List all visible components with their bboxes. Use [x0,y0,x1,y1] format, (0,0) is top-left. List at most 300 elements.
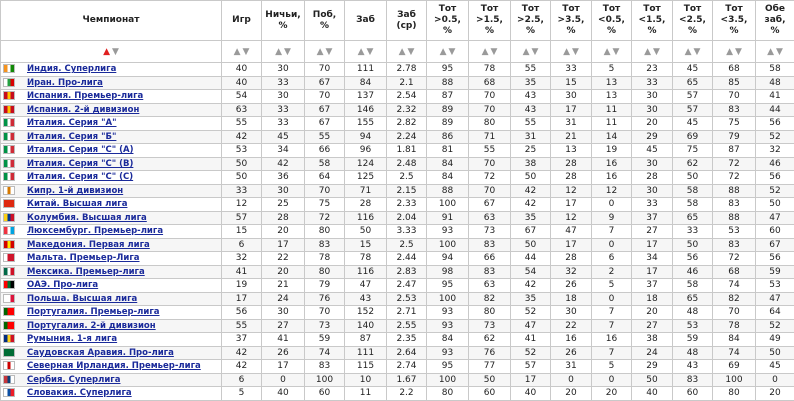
table-row [1,130,794,144]
stat-cell: 45 [756,360,794,374]
stat-cell: 63 [222,103,262,117]
sort-asc-icon[interactable]: ▲ [358,48,365,57]
stat-cell: 67 [756,238,794,252]
sort-asc-icon[interactable]: ▲ [523,48,530,57]
country-flag-icon [3,334,15,343]
stat-cell: 2.54 [387,90,427,104]
stat-cell: 49 [756,333,794,347]
sort-asc-icon[interactable]: ▲ [399,48,406,57]
stat-cell: 55 [222,319,262,333]
sort-desc-icon[interactable]: ▼ [112,48,119,57]
stat-cell: 2.24 [387,130,427,144]
league-link[interactable]: Иран. Про-лига [27,78,103,88]
sort-desc-icon[interactable]: ▼ [449,48,456,57]
league-link[interactable]: Индия. Суперлига [27,64,116,74]
stat-cell: 63 [469,279,511,293]
stat-cell: 45 [262,130,305,144]
league-link[interactable]: Китай. Высшая лига [27,199,127,209]
stat-cell: 47 [551,225,592,239]
stat-cell: 10 [345,373,387,387]
stat-cell: 66 [305,144,345,158]
stat-cell: 52 [756,130,794,144]
stat-cell: 13 [592,76,632,90]
stat-cell: 87 [427,90,469,104]
stat-cell: 20 [632,306,673,320]
stat-cell: 26 [551,279,592,293]
sort-cell [345,41,387,63]
stat-cell: 2 [592,265,632,279]
sort-asc-icon[interactable]: ▲ [726,48,733,57]
stat-cell: 28 [551,171,592,185]
stat-cell: 58 [673,198,713,212]
stat-cell: 93 [427,306,469,320]
stat-cell: 69 [673,130,713,144]
stat-cell: 62 [469,333,511,347]
stat-cell: 5 [222,387,262,401]
table-row [1,238,794,252]
country-flag-icon [3,253,15,262]
stat-cell: 94 [427,252,469,266]
stat-cell: 54 [511,265,551,279]
stat-cell: 98 [427,265,469,279]
stat-cell: 17 [551,103,592,117]
stat-cell: 88 [427,184,469,198]
stat-cell: 19 [222,279,262,293]
stat-cell: 88 [427,76,469,90]
stat-cell: 45 [673,117,713,131]
column-header[interactable]: Чемпионат [1,1,222,41]
league-link[interactable]: Италия. Серия "С" (В) [27,159,133,169]
table-row [1,319,794,333]
league-link[interactable]: Испания. Премьер-лига [27,91,143,101]
league-link[interactable]: Румыния. 1-я лига [27,334,117,344]
sort-asc-icon[interactable]: ▲ [685,48,692,57]
table-row [1,225,794,239]
stat-cell: 70 [469,157,511,171]
stat-cell: 152 [345,306,387,320]
stat-cell: 30 [632,157,673,171]
stat-cell: 22 [551,319,592,333]
column-header[interactable]: Обе заб, % [756,1,794,41]
column-header[interactable]: Заб (ср) [387,1,427,41]
stat-cell: 84 [713,333,756,347]
stat-cell: 2.1 [387,76,427,90]
stat-cell: 35 [511,292,551,306]
stat-cell: 68 [469,76,511,90]
stat-cell: 17 [632,238,673,252]
sort-desc-icon[interactable]: ▼ [613,48,620,57]
stat-cell: 89 [427,103,469,117]
stat-cell: 2.53 [387,292,427,306]
league-link[interactable]: Словакия. Суперлига [27,388,132,398]
stat-cell: 18 [632,292,673,306]
stat-cell: 91 [427,211,469,225]
stat-cell: 72 [713,157,756,171]
table-row [1,184,794,198]
column-header[interactable]: Тот >3.5, % [551,1,592,41]
stat-cell: 30 [632,184,673,198]
stat-cell: 78 [713,319,756,333]
column-header[interactable]: Тот >2.5, % [511,1,551,41]
sort-desc-icon[interactable]: ▼ [243,48,250,57]
stat-cell: 28 [632,171,673,185]
stat-cell: 50 [222,171,262,185]
table-row [1,373,794,387]
stat-cell: 57 [673,103,713,117]
country-flag-icon [3,132,15,141]
stat-cell: 77 [469,360,511,374]
table-row [1,117,794,131]
league-link[interactable]: Мексика. Премьер-лига [27,267,145,277]
stat-cell: 2.15 [387,184,427,198]
column-header[interactable]: Тот <1.5, % [632,1,673,41]
league-link[interactable]: Саудовская Аравия. Про-лига [27,348,174,358]
stat-cell: 100 [713,373,756,387]
stat-cell: 36 [262,171,305,185]
sort-desc-icon[interactable]: ▼ [491,48,498,57]
stat-cell: 3.33 [387,225,427,239]
stat-cell: 20 [632,117,673,131]
stat-cell: 67 [511,225,551,239]
stat-cell: 38 [632,333,673,347]
league-link[interactable]: Италия. Серия "С" (А) [27,145,133,155]
stat-cell: 13 [592,90,632,104]
stat-cell: 96 [345,144,387,158]
stat-cell: 1.81 [387,144,427,158]
stat-cell: 37 [222,333,262,347]
stat-cell: 76 [469,346,511,360]
stat-cell: 50 [345,225,387,239]
sort-asc-icon[interactable]: ▲ [563,48,570,57]
stat-cell: 75 [305,198,345,212]
stat-cell: 7 [592,319,632,333]
stat-cell: 41 [756,90,794,104]
table-body [1,63,794,401]
stat-cell: 11 [345,387,387,401]
stat-cell: 53 [756,279,794,293]
stat-cell: 80 [427,387,469,401]
sort-desc-icon[interactable]: ▼ [408,48,415,57]
league-link[interactable]: Польша. Высшая лига [27,294,137,304]
sort-row [1,41,794,63]
stat-cell: 76 [305,292,345,306]
stat-cell: 41 [511,333,551,347]
league-link[interactable]: Северная Ирландия. Премьер-лига [27,361,201,371]
column-header[interactable]: Тот <2.5, % [673,1,713,41]
sort-asc-icon[interactable]: ▲ [440,48,447,57]
stat-cell: 35 [511,211,551,225]
table-row [1,198,794,212]
country-flag-icon [3,186,15,195]
stat-cell: 30 [632,103,673,117]
stat-cell: 87 [713,144,756,158]
stat-cell: 69 [713,360,756,374]
table-row [1,171,794,185]
stat-cell: 2.47 [387,279,427,293]
stat-cell: 21 [551,130,592,144]
stat-cell: 20 [756,387,794,401]
stat-cell: 27 [632,319,673,333]
stat-cell: 68 [713,265,756,279]
stat-cell: 34 [262,144,305,158]
stat-cell: 2.5 [387,238,427,252]
stat-cell: 32 [756,144,794,158]
sort-desc-icon[interactable]: ▼ [776,48,783,57]
league-link[interactable]: Италия. Серия "Б" [27,132,116,142]
stat-cell: 48 [673,306,713,320]
league-cell [1,252,222,266]
stat-cell: 55 [305,130,345,144]
stat-cell: 58 [673,279,713,293]
sort-asc-icon[interactable]: ▲ [317,48,324,57]
stat-cell: 68 [713,63,756,77]
table-row [1,144,794,158]
sort-desc-icon[interactable]: ▼ [532,48,539,57]
stat-cell: 55 [511,117,551,131]
sort-cell [551,41,592,63]
stat-cell: 40 [511,387,551,401]
column-header[interactable]: Тот >0.5, % [427,1,469,41]
stat-cell: 32 [222,252,262,266]
stat-cell: 78 [345,252,387,266]
stat-cell: 67 [305,103,345,117]
stat-cell: 67 [305,76,345,90]
stat-cell: 30 [551,90,592,104]
league-cell [1,90,222,104]
stat-cell: 111 [345,63,387,77]
league-cell [1,306,222,320]
stat-cell: 100 [427,198,469,212]
stat-cell: 95 [427,279,469,293]
stat-cell: 45 [673,63,713,77]
stat-cell: 0 [592,238,632,252]
column-header[interactable]: Тот >1.5, % [469,1,511,41]
stat-cell: 84 [427,157,469,171]
stat-cell: 83 [713,198,756,212]
stat-cell: 84 [427,333,469,347]
stat-cell: 64 [305,171,345,185]
league-link[interactable]: Македония. Первая лига [27,240,150,250]
stat-cell: 66 [469,252,511,266]
stat-cell: 2.33 [387,198,427,212]
table-row [1,333,794,347]
stat-cell: 37 [632,211,673,225]
sort-cell [1,41,222,63]
league-link[interactable]: Португалия. 2-й дивизион [27,321,156,331]
stat-cell: 48 [673,346,713,360]
stat-cell: 79 [305,279,345,293]
league-link[interactable]: Люксембург. Премьер-лига [27,226,163,236]
stat-cell: 137 [345,90,387,104]
sort-asc-icon[interactable]: ▲ [234,48,241,57]
league-link[interactable]: ОАЭ. Про-лига [27,280,98,290]
stat-cell: 25 [262,198,305,212]
stat-cell: 67 [469,198,511,212]
sort-cell [222,41,262,63]
stat-cell: 62 [673,157,713,171]
stat-cell: 70 [469,90,511,104]
stat-cell: 60 [673,387,713,401]
stat-cell: 2.44 [387,252,427,266]
league-cell [1,157,222,171]
sort-desc-icon[interactable]: ▼ [326,48,333,57]
stat-cell: 83 [673,373,713,387]
table-row [1,265,794,279]
stat-cell: 29 [632,360,673,374]
stat-cell: 2.83 [387,265,427,279]
sort-asc-icon[interactable]: ▲ [604,48,611,57]
stat-cell: 24 [632,346,673,360]
sort-asc-icon[interactable]: ▲ [767,48,774,57]
column-header[interactable]: Игр [222,1,262,41]
stat-cell: 43 [673,360,713,374]
stat-cell: 17 [262,238,305,252]
stat-cell: 33 [262,103,305,117]
stat-cell: 83 [305,360,345,374]
stat-cell: 38 [511,157,551,171]
sort-desc-icon[interactable]: ▼ [284,48,291,57]
stat-cell: 45 [632,144,673,158]
stat-cell: 2.48 [387,157,427,171]
league-cell [1,265,222,279]
stat-cell: 46 [756,157,794,171]
sort-desc-icon[interactable]: ▼ [735,48,742,57]
league-cell [1,171,222,185]
league-link[interactable]: Италия. Серия "С" (С) [27,172,133,182]
stat-cell: 42 [262,157,305,171]
stat-cell: 43 [511,90,551,104]
sort-desc-icon[interactable]: ▼ [367,48,374,57]
stat-cell: 17 [551,198,592,212]
stat-cell: 17 [632,265,673,279]
table-row [1,252,794,266]
sort-desc-icon[interactable]: ▼ [694,48,701,57]
stat-cell: 17 [551,238,592,252]
stat-cell: 72 [469,171,511,185]
stat-cell: 57 [511,360,551,374]
league-cell [1,373,222,387]
country-flag-icon [3,105,15,114]
stat-cell: 80 [305,225,345,239]
stat-cell: 70 [305,63,345,77]
stat-cell: 11 [592,103,632,117]
stat-cell: 42 [222,360,262,374]
stat-cell: 55 [511,63,551,77]
stat-cell: 70 [305,184,345,198]
league-cell [1,238,222,252]
stat-cell: 70 [305,306,345,320]
stat-cell: 23 [632,63,673,77]
stat-cell: 17 [262,360,305,374]
stat-cell: 47 [345,279,387,293]
stat-cell: 100 [427,238,469,252]
stat-cell: 60 [756,225,794,239]
league-cell [1,184,222,198]
column-header[interactable]: Поб, % [305,1,345,41]
stat-cell: 7 [592,306,632,320]
sort-cell [632,41,673,63]
league-cell [1,360,222,374]
stat-cell: 2.64 [387,346,427,360]
table-row [1,103,794,117]
stat-cell: 17 [222,292,262,306]
sort-cell [511,41,551,63]
stat-cell: 34 [632,252,673,266]
stat-cell: 27 [262,319,305,333]
country-flag-icon [3,375,15,384]
stat-cell: 85 [713,76,756,90]
stat-cell: 48 [756,76,794,90]
country-flag-icon [3,361,15,370]
stat-cell: 20 [262,265,305,279]
stat-cell: 93 [427,225,469,239]
sort-asc-icon[interactable]: ▲ [482,48,489,57]
column-header[interactable]: Ничьи, % [262,1,305,41]
sort-desc-icon[interactable]: ▼ [653,48,660,57]
table-row [1,306,794,320]
league-cell [1,63,222,77]
stat-cell: 28 [345,198,387,212]
stat-cell: 11 [592,117,632,131]
stat-cell: 86 [427,130,469,144]
country-flag-icon [3,213,15,222]
sort-desc-icon[interactable]: ▼ [572,48,579,57]
table-row [1,157,794,171]
league-cell [1,333,222,347]
sort-asc-icon[interactable]: ▲ [275,48,282,57]
stat-cell: 17 [511,373,551,387]
table-row [1,360,794,374]
stat-cell: 35 [511,76,551,90]
stat-cell: 50 [756,346,794,360]
stat-cell: 42 [511,198,551,212]
stat-cell: 30 [551,306,592,320]
stat-cell: 2.82 [387,117,427,131]
stat-cell: 0 [262,373,305,387]
stat-cell: 95 [427,360,469,374]
stat-cell: 47 [756,211,794,225]
stat-cell: 53 [713,225,756,239]
league-link[interactable]: Португалия. Премьер-лига [27,307,160,317]
table-row [1,346,794,360]
stat-cell: 33 [262,76,305,90]
stat-cell: 65 [673,211,713,225]
league-link[interactable]: Колумбия. Высшая лига [27,213,147,223]
stat-cell: 83 [713,103,756,117]
stat-cell: 67 [305,117,345,131]
stat-cell: 12 [551,184,592,198]
league-link[interactable]: Испания. 2-й дивизион [27,105,139,115]
stat-cell: 9 [592,211,632,225]
stat-cell: 2.32 [387,103,427,117]
league-link[interactable]: Мальта. Премьер-Лига [27,253,140,263]
stat-cell: 50 [673,238,713,252]
stat-cell: 50 [511,171,551,185]
stat-cell: 87 [345,333,387,347]
sort-asc-icon[interactable]: ▲ [644,48,651,57]
league-link[interactable]: Сербия. Суперлига [27,375,120,385]
sort-asc-icon[interactable]: ▲ [103,48,110,57]
column-header[interactable]: Заб [345,1,387,41]
stat-cell: 50 [511,238,551,252]
column-header[interactable]: Тот <3.5, % [713,1,756,41]
column-header[interactable]: Тот <0.5, % [592,1,632,41]
stat-cell: 53 [222,144,262,158]
league-link[interactable]: Италия. Серия "А" [27,118,117,128]
stat-cell: 44 [511,252,551,266]
league-cell [1,225,222,239]
league-link[interactable]: Кипр. 1-й дивизион [27,186,123,196]
